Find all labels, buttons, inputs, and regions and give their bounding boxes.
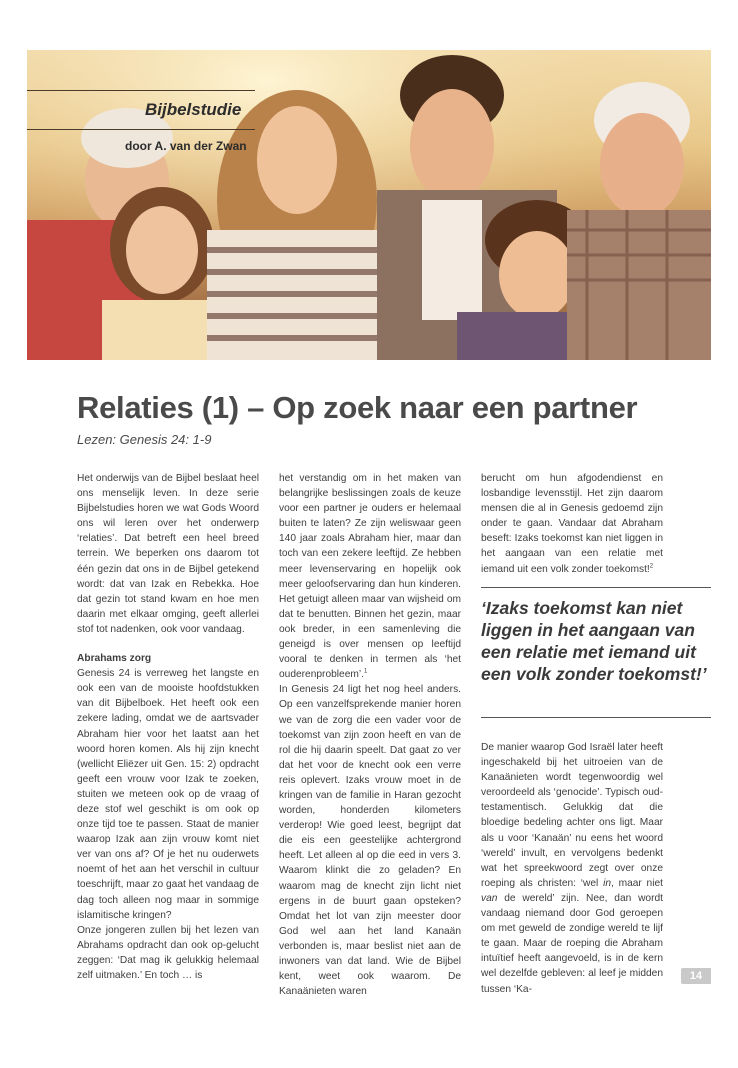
paragraph-text: , maar niet — [611, 877, 663, 889]
column-1 — [77, 471, 259, 983]
paragraph: Genesis 24 is verreweg het langste en ook een van de mooiste hoofdstukken van dit Bijbelboek. Het heeft ook een zekere lading, omdat we de aartsvader Abraham hier voor het laatst aan het woord horen komen. Als hij zijn knecht (wellicht Eliëzer uit Gen. 15: 2) opdracht geeft een vrouw voor Izak te zoeken, stuiten we meteen ook op de vraag of deze stof wel geschikt is om ook op onze tijd toe te passen. Staat de manier waarop Izak aan zijn vrouw komt niet ver van ons af? Of je het nu ouderwets noemt of het aan het verschil in cultuur toeschrijft, maar zo gaat het vandaag de dag toch alleen nog maar in sommige islamitische kringen? — [77, 668, 259, 921]
category-label: Bijbelstudie — [145, 100, 242, 119]
author-byline: door A. van der Zwan — [125, 139, 247, 153]
paragraph — [279, 471, 461, 682]
column-2 — [279, 471, 461, 999]
emphasis: in — [603, 877, 612, 889]
paragraph: Het onderwijs van de Bijbel beslaat heel ons menselijk leven. In deze serie Bijbelstudies horen we wat Gods Woord ons wil leren over het onderwerp ‘relaties’. Dat betreft een heel breed terrein. We beperken ons daarom tot één gezin dat ons in de Bijbel getekend wordt: dat van Izak en Rebekka. Hoe dat gezin tot stand kwam en hoe men daarin met elkaar omging, geeft allerlei stof tot nadenken, ook voor vandaag. — [77, 473, 259, 635]
paragraph-text: de wereld’ zijn. Nee, dan wordt vandaag niemand door God geroepen om met geweld de zondige wereld te lijf te gaan. Maar de roeping die Abraham intuïtief heeft aangevoeld, is in de kern wel dezelfde gebleven: al leef je midden tussen ‘Ka- — [481, 892, 663, 995]
paragraph: Onze jongeren zullen bij het lezen van Abrahams opdracht dan ook op-gelucht zeggen: ‘Dat mag ik gelukkig helemaal zelf uitmaken.’ En toch … is — [77, 924, 259, 981]
quote-rule-top — [481, 587, 711, 588]
article-title: Relaties (1) – Op zoek naar een partner — [77, 390, 638, 425]
paragraph — [481, 471, 663, 577]
paragraph — [481, 740, 663, 997]
footnote-ref: 2 — [649, 563, 654, 570]
quote-rule-bottom — [481, 717, 711, 718]
paragraph-text: De manier waarop God Israël later heeft ingeschakeld bij het uitroeien van de Kanaänieten wordt tegenwoordig wel veroordeeld als ‘genocide’. Typisch oud-testamentisch. Gelukkig dat die bloedige bedeling achter ons ligt. Maar als u voor ‘Kanaän’ nu eens het woord ‘wereld’ invult, en vervolgens bedenkt wat het spreekwoord zegt over onze roeping als christen: ‘wel — [481, 742, 663, 889]
hero-photo — [27, 50, 711, 360]
paragraph-text: het verstandig om in het maken van belangrijke beslissingen zoals de keuze voor een partner je ouders er helemaal buiten te laten? Ze zijn weliswaar geen 140 jaar zoals Abraham hier, maar dan toch van een zekere leeftijd. Ze hebben meer levenservaring en hopelijk ook meer geloofservaring dan hun kinderen. Het getuigt alleen maar van wijsheid om dat te benutten. Binnen het gezin, maar ook breder, in een samenleving die geneigd is over mensen op leeftijd vooral te denken in termen als ‘het ouderenprobleem’. — [279, 473, 461, 681]
column-3-bottom — [481, 740, 663, 997]
paragraph-text: berucht om hun afgodendienst en losbandige levensstijl. Het zijn daarom mensen die al in Genesis gedoemd zijn onder te gaan. Vandaar dat Abraham beseft: Izaks toekomst kan niet liggen in het aangaan van een relatie met iemand uit een volk zonder toekomst! — [481, 473, 663, 575]
pull-quote: ‘Izaks toekomst kan niet liggen in het aangaan van een relatie met iemand uit een volk zonder toekomst!’ — [481, 598, 707, 684]
family-photo-illustration — [27, 50, 711, 360]
page-number: 14 — [681, 968, 711, 984]
article-subtitle: Lezen: Genesis 24: 1-9 — [77, 432, 212, 447]
paragraph: In Genesis 24 ligt het nog heel anders. Op een vanzelfsprekende manier horen we van de zorg die een vader voor de toekomst van zijn zoon heeft en van de rol die hij daarin speelt. Dat gaat zo ver dat het voor de knecht ook een verre reis oplevert. Izaks vrouw moet in de kringen van de familie in Haran gezocht worden, honderden kilometers verderop! Wie goed leest, begrijpt dat die eis een geestelijke achtergrond heeft. Let alleen al op die eed in vers 3. Waarom klinkt die zo geladen? En waarom mag de knecht zijn licht niet ergens in de buurt gaan opsteken? Omdat het lot van zijn meester door God wel aan het land Kanaän verbonden is, maar beslist niet aan de inwoners van dat land. Wie de Bijbel kent, weet ook waarom. De Kanaänieten waren — [279, 684, 461, 998]
section-heading: Abrahams zorg — [77, 653, 152, 665]
header-rule-top — [27, 90, 255, 91]
header-rule-bottom — [27, 129, 255, 130]
emphasis: van — [481, 892, 498, 904]
column-3-top — [481, 471, 663, 577]
footnote-ref: 1 — [363, 668, 368, 675]
